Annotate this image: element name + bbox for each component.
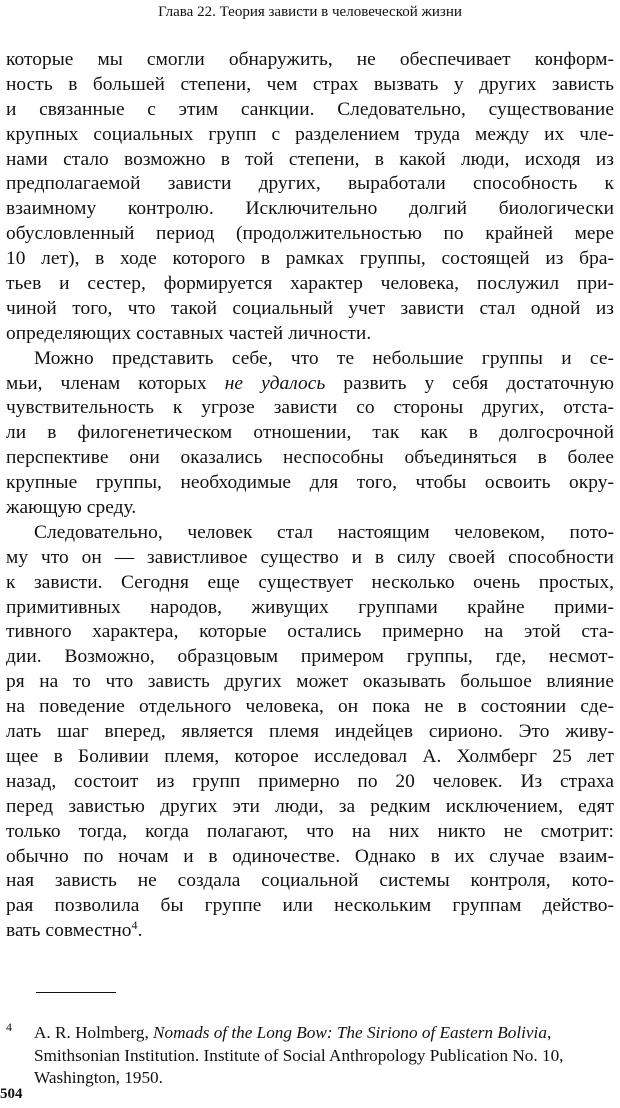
text-line: только тогда, когда полагают, что на них никто не смотрит:: [6, 820, 614, 842]
text-line: [6, 372, 614, 397]
footnote: [6, 1022, 614, 1090]
paragraph: [6, 347, 614, 521]
footnote-reference[interactable]: 4: [131, 919, 138, 933]
body-text: [6, 48, 614, 944]
text-line: Можно представить себе, что те небольшие группы и се-: [34, 347, 614, 369]
text-line: жающую среду.: [6, 497, 137, 519]
text-line: нами стало возможно в той степени, в какой люди, исходя из: [6, 148, 614, 170]
text-line: щее в Боливии племя, которое исследовал А. Холмберг 25 лет: [6, 745, 614, 767]
footnote-text: [34, 1022, 614, 1090]
text-line: перед завистью других эти люди, за редким исключением, едят: [6, 795, 614, 817]
text-line: на поведение отдельного человека, он пока не в состоянии сде-: [6, 696, 614, 718]
text-line: перспективе они оказались неспособны объединяться в более: [6, 447, 614, 469]
text-line: крупных социальных групп с разделением труда между их чле-: [6, 123, 614, 145]
text-line: предполагаемой зависти других, выработали способность к: [6, 173, 614, 195]
text-line: к зависти. Сегодня еще существует несколько очень простых,: [6, 571, 614, 593]
text-line: дии. Возможно, образцовым примером группы, где, несмот-: [6, 646, 614, 668]
text-line: тьев и сестер, формируется характер человека, послужил при-: [6, 273, 614, 295]
text-line: ря на то что зависть других может оказывать большое влияние: [6, 671, 614, 693]
text-line: чувствительность к угрозе зависти со стороны других, отста-: [6, 397, 614, 419]
text-line: лать шаг вперед, является племя индейцев сирионо. Это живу-: [6, 721, 614, 743]
text-line: 10 лет), в ходе которого в рамках группы, состоящей из бра-: [6, 248, 614, 270]
footnote-mark: 4: [6, 1020, 12, 1034]
text-line: ли в филогенетическом отношении, так как в долгосрочной: [6, 422, 614, 444]
text-span: мьи, членам которых: [6, 372, 225, 394]
text-line: му что он — завистливое существо и в силу своей способности: [6, 546, 614, 568]
footnote-author: A. R. Holmberg,: [34, 1023, 154, 1042]
footnote-rule: [36, 992, 116, 993]
text-line: вать совместно$^4$.: [6, 919, 143, 942]
paragraph: [6, 521, 614, 944]
text-line: ная зависть не создала социальной системы контроля, кото-: [6, 870, 614, 892]
text-line: обычно по ночам и в одиночестве. Однако в их случае взаим-: [6, 845, 614, 867]
text-line: крупные группы, необходимые для того, чтобы освоить окру-: [6, 472, 614, 494]
paragraph: [6, 48, 614, 347]
text-line: и связанные с этим санкции. Следовательно, существование: [6, 98, 614, 120]
text-line: обусловленный период (продолжительностью по крайней мере: [6, 223, 614, 245]
text-line: ность в большей степени, чем страх вызвать у других зависть: [6, 73, 614, 95]
emphasis: не удалось: [224, 372, 326, 394]
text-line: которые мы смогли обнаружить, не обеспечивает конформ-: [6, 49, 614, 70]
page-number: 504: [0, 1086, 23, 1102]
text-line: тивного характера, которые остались примерно на этой ста-: [6, 621, 614, 643]
footnote-title: Nomads of the Long Bow: The Siriono of Eastern Bolivia: [153, 1023, 547, 1042]
text-span: развить у себя достаточную: [325, 372, 614, 394]
running-head: Глава 22. Теория зависти в человеческой жизни: [158, 4, 462, 20]
text-line: взаимному контролю. Исключительно долгий биологически: [6, 198, 614, 220]
text-line: Следовательно, человек стал настоящим человеком, пото-: [34, 521, 614, 543]
text-span: вать совместно: [6, 920, 132, 942]
text-line: рая позволила бы группе или нескольким группам действо-: [6, 895, 614, 917]
text-line: определяющих составных частей личности.: [6, 322, 372, 344]
footnote-publication: , Smithsonian Institution. Institute of Social Anthropology Publication No. 10, Washington, 1950.: [34, 1023, 564, 1087]
text-line: примитивных народов, живущих группами крайне прими-: [6, 596, 614, 618]
text-line: назад, состоит из групп примерно по 20 человек. Из страха: [6, 770, 614, 792]
text-line: чиной того, что такой социальный учет зависти стал одной из: [6, 297, 614, 319]
